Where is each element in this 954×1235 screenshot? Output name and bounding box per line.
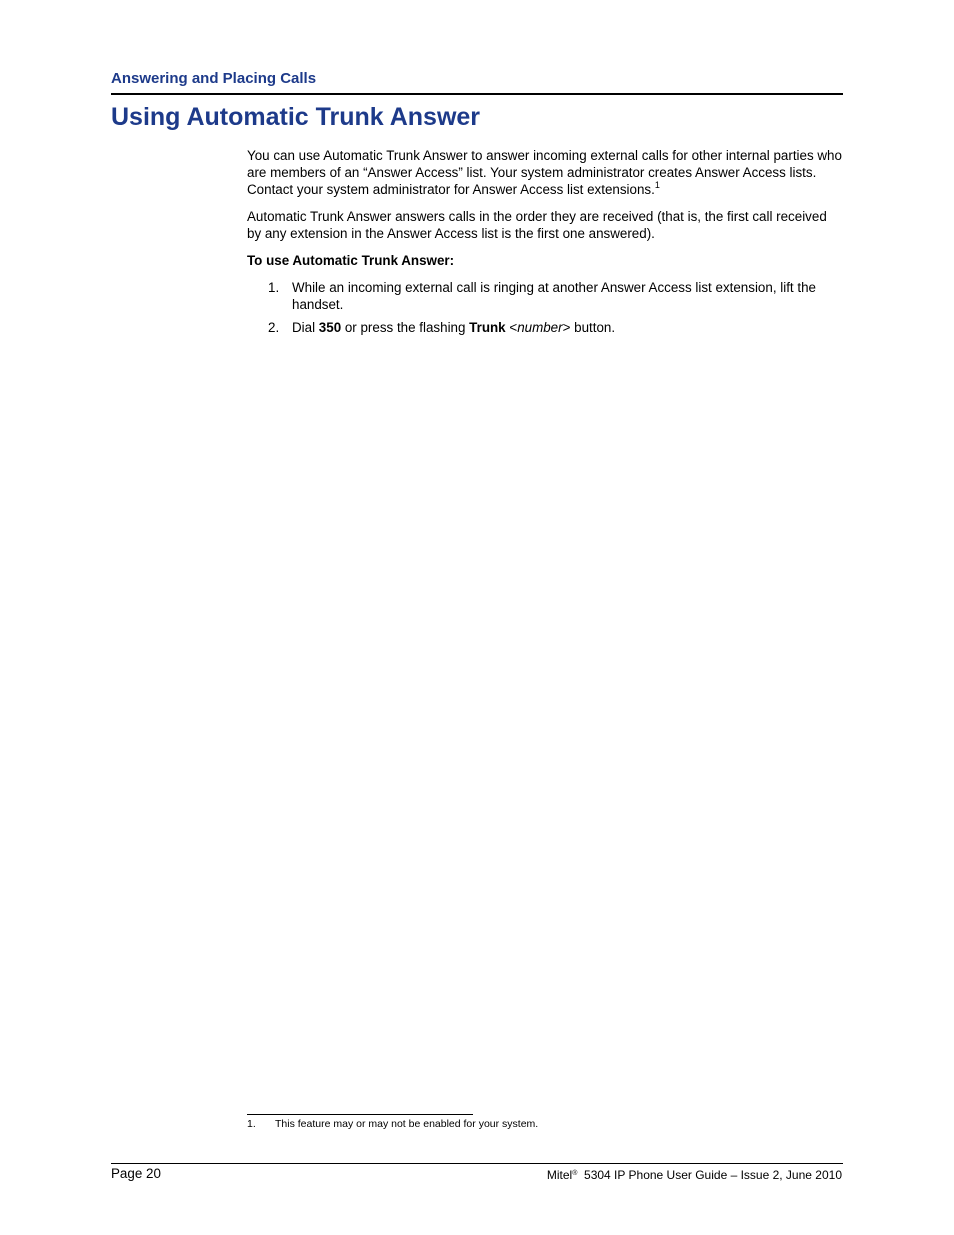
footer-doc-info: [547, 1168, 842, 1182]
footnote: [247, 1118, 538, 1130]
step-text-dial: Dial: [292, 320, 319, 335]
step-1: [247, 279, 843, 313]
footnote-number: 1.: [247, 1118, 256, 1130]
step-text-mid: or press the flashing: [341, 320, 470, 335]
header-rule: [111, 93, 843, 95]
footnote-text: This feature may or may not be enabled for your system.: [275, 1118, 539, 1130]
footnote-ref: 1: [654, 180, 660, 190]
section-header: Answering and Placing Calls: [111, 70, 317, 87]
intro-paragraph: [247, 147, 843, 198]
body-content: [247, 147, 843, 342]
feature-code: 350: [318, 320, 342, 335]
step-text: While an incoming external call is ringing at another Answer Access list extension, lift the handset.: [292, 280, 816, 312]
step-number: 2.: [268, 320, 280, 335]
page-number: Page 20: [111, 1166, 161, 1181]
page-title: Using Automatic Trunk Answer: [111, 103, 481, 131]
registered-mark: ®: [572, 1170, 578, 1177]
step-number: 1.: [268, 280, 280, 295]
intro-text: You can use Automatic Trunk Answer to answer incoming external calls for other internal parties who are members of an “Answer Access” list. Your system administrator creates Answer Access lists. Contact your system administrator for Answer Access list extensions.: [247, 148, 842, 197]
brand-name: Mitel: [546, 1168, 573, 1182]
procedure-heading: To use Automatic Trunk Answer:: [247, 253, 455, 268]
trunk-key-label: Trunk: [469, 320, 506, 335]
footnote-rule: [247, 1114, 473, 1115]
number-param: number: [517, 320, 563, 335]
gt-bracket: >: [562, 320, 571, 335]
lt-bracket: <: [505, 320, 518, 335]
step-text-end: button.: [570, 320, 616, 335]
step-2: [247, 319, 843, 336]
procedure-steps: [247, 279, 843, 336]
footer-rule: [111, 1163, 843, 1164]
order-paragraph: Automatic Trunk Answer answers calls in the order they are received (that is, the first call received by any extension in the Answer Access list is the first one answered).: [247, 209, 827, 241]
doc-title: 5304 IP Phone User Guide – Issue 2, June 2010: [577, 1168, 842, 1182]
